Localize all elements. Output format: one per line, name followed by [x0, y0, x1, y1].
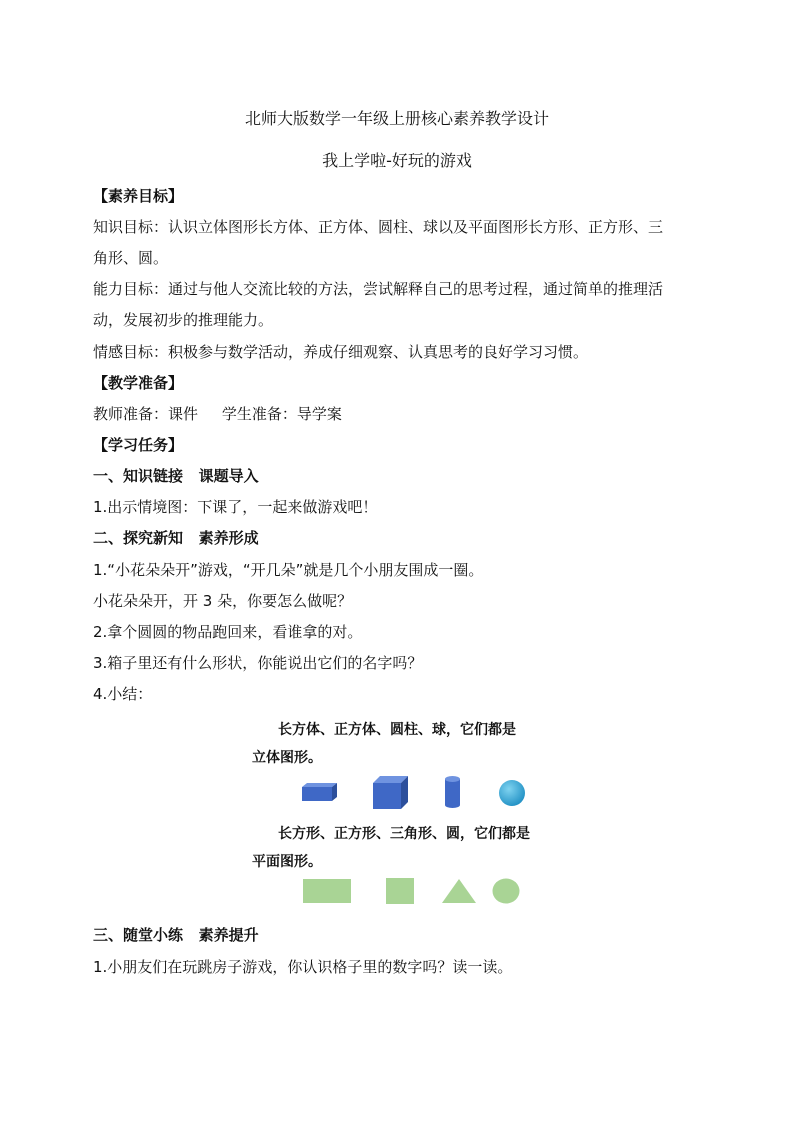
solid-summary-line-2: 立体图形。: [252, 750, 322, 766]
goal-ability-line-1: 能力目标：通过与他人交流比较的方法，尝试解释自己的思考过程，通过简单的推理活: [93, 280, 664, 298]
part3-item-1: 1.小朋友们在玩跳房子游戏，你认识格子里的数字吗？读一读。: [93, 958, 513, 976]
goals-heading: 【素养目标】: [93, 187, 184, 205]
sphere-icon: [498, 779, 526, 807]
rectangle-icon: [303, 879, 351, 903]
prep-text: 教师准备：课件 学生准备：导学案: [93, 405, 342, 423]
cuboid-icon: [302, 782, 338, 804]
goal-emotion: 情感目标：积极参与数学活动，养成仔细观察、认真思考的良好学习习惯。: [93, 343, 589, 361]
part2-item-4: 4.小结：: [93, 685, 153, 703]
tasks-heading: 【学习任务】: [93, 436, 184, 454]
part2-item-3: 3.箱子里还有什么形状，你能说出它们的名字吗？: [93, 654, 423, 672]
circle-icon: [492, 878, 520, 904]
goal-ability-line-2: 动，发展初步的推理能力。: [93, 311, 274, 329]
square-icon: [386, 878, 414, 904]
part1-heading: 一、知识链接 课题导入: [93, 467, 259, 485]
plane-summary-line-1: 长方形、正方形、三角形、圆，它们都是: [278, 826, 530, 842]
part2-item-1b: 小花朵朵开，开 3 朵，你要怎么做呢？: [93, 592, 353, 610]
document-title: 北师大版数学一年级上册核心素养教学设计: [244, 109, 549, 128]
part2-item-2: 2.拿个圆圆的物品跑回来，看谁拿的对。: [93, 623, 363, 641]
goal-knowledge-line-2: 角形、圆。: [93, 249, 169, 267]
part1-item-1: 1.出示情境图：下课了，一起来做游戏吧！: [93, 498, 378, 516]
part2-heading: 二、探究新知 素养形成: [93, 529, 259, 547]
part2-item-1: 1.“小花朵朵开”游戏，“开几朵”就是几个小朋友围成一圈。: [93, 561, 484, 579]
document-subtitle: 我上学啦-好玩的游戏: [322, 151, 472, 170]
plane-summary-line-2: 平面图形。: [252, 854, 322, 870]
solid-summary-line-1: 长方体、正方体、圆柱、球，它们都是: [278, 722, 516, 738]
part3-heading: 三、随堂小练 素养提升: [93, 926, 259, 944]
cube-icon: [373, 776, 409, 810]
cylinder-icon: [444, 775, 462, 809]
prep-heading: 【教学准备】: [93, 374, 184, 392]
goal-knowledge-line-1: 知识目标：认识立体图形长方体、正方体、圆柱、球以及平面图形长方形、正方形、三: [93, 218, 664, 236]
triangle-icon: [442, 879, 476, 903]
